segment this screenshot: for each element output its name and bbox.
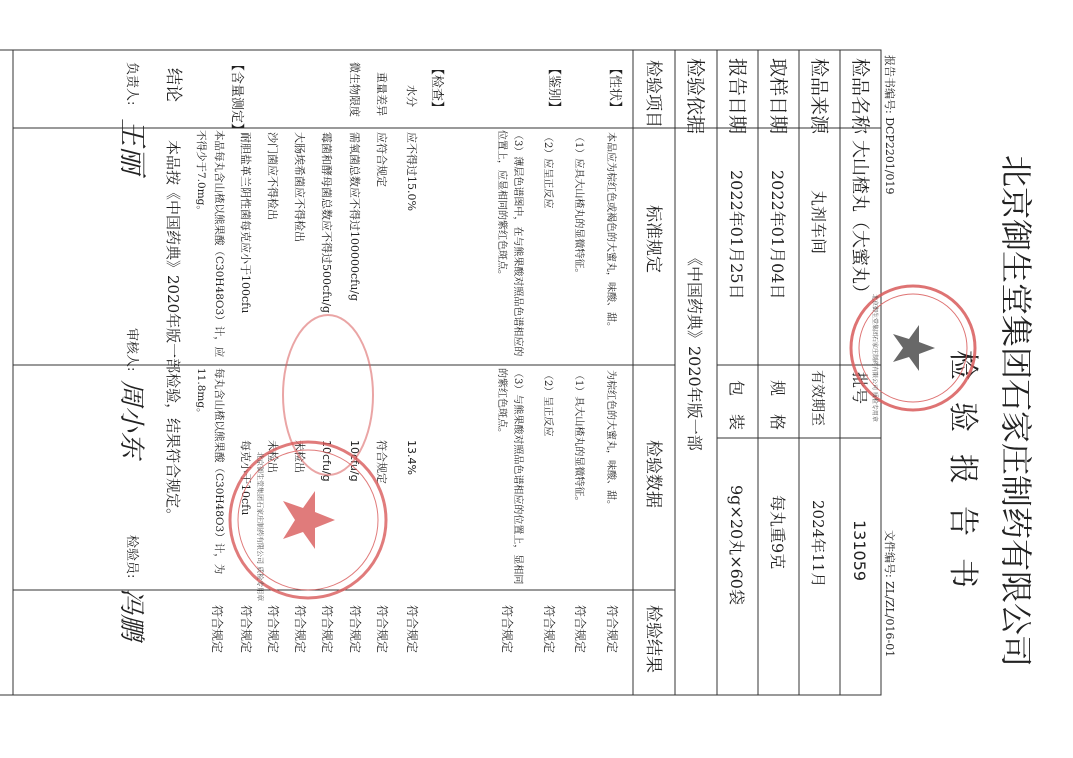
row-1-standard: （1）应具大山楂丸的显微特征。 xyxy=(573,132,584,279)
conclusion-text: 本品按《中国药典》2020年版一部检验，结果符合规定。 xyxy=(164,140,182,524)
responsible-label: 负责人: xyxy=(124,62,139,106)
row-9-standard: 沙门菌应不得检出 xyxy=(266,132,279,220)
package-value: 9g×20丸×60袋 xyxy=(727,485,746,605)
row-0-standard: 本品应为棕红色或褐色的大蜜丸，味酸、甜。 xyxy=(605,132,616,332)
row-0-result: 符合规定 xyxy=(605,605,619,654)
row-4-result: 符合规定 xyxy=(405,605,419,654)
row-10-data: 每克小于10cfu xyxy=(239,440,252,516)
expiry-label: 有效期至 xyxy=(809,370,825,426)
row-5-standard: 应符合规定 xyxy=(375,132,388,187)
header-item: 检验项目 xyxy=(643,60,663,128)
section-character: 【性状】 xyxy=(607,62,622,115)
row-6-standard: 需氧菌总数应不得过100000cfu/g xyxy=(348,132,361,302)
report-title: 检验报告书 xyxy=(945,350,980,610)
sample-date-label: 取样日期 xyxy=(767,58,789,135)
package-label: 包装 xyxy=(727,380,746,449)
section-assay: 【含量测定】 xyxy=(229,58,244,137)
row-4-data: 13.4% xyxy=(405,440,418,475)
report-date: 2022年01月25日 xyxy=(727,170,746,300)
basis-value: 《中国药典》2020年版一部 xyxy=(685,250,704,451)
stamp-top-text: 北京御生堂集团石家庄制药有限公司 质检专用章 xyxy=(871,294,878,422)
row-9-data: 未检出 xyxy=(266,440,279,473)
reviewer-label: 审核人: xyxy=(124,328,139,372)
row-1-data: （1）具大山楂丸的显微特征。 xyxy=(573,370,584,507)
file-number: 文件编号: ZL/ZL/016-01 xyxy=(883,530,896,658)
row-3-data: （3）与熊果酸对照品色谱相应的位置上，显相同的紫红色斑点。 xyxy=(496,368,523,585)
basis-label: 检验依据 xyxy=(684,58,706,135)
sample-date: 2022年01月04日 xyxy=(768,170,787,300)
row-5-item: 重量差异 xyxy=(375,72,388,116)
row-2-standard: （2）应呈正反应 xyxy=(542,132,553,209)
conclusion-label: 结论 xyxy=(163,68,183,102)
inspector-label: 检验员: xyxy=(124,535,139,579)
reviewer-signature: 周小东 xyxy=(116,380,146,459)
row-6-result: 符合规定 xyxy=(348,605,362,654)
row-5-result: 符合规定 xyxy=(375,605,389,654)
row-7-result: 符合规定 xyxy=(320,605,334,654)
batch-number: 131059 xyxy=(850,520,869,582)
product-name: 大山楂丸（大蜜丸） xyxy=(849,140,870,302)
row-0-data: 为棕红色的大蜜丸，味酸、甜。 xyxy=(605,370,616,510)
row-7-standard: 霉菌和酵母菌总数应不得过500cfu/g xyxy=(320,132,333,314)
batch-label: 批号 xyxy=(850,372,869,405)
row-11-data: 每丸含山楂以熊果酸（C30H48O3）计，为11.8mg。 xyxy=(195,368,225,575)
row-1-result: 符合规定 xyxy=(573,605,587,654)
row-8-result: 符合规定 xyxy=(293,605,307,654)
header-result: 检验结果 xyxy=(643,605,663,673)
source-label: 检品来源 xyxy=(808,58,830,135)
company-name: 北京御生堂集团石家庄制药有限公司 xyxy=(997,155,1035,668)
row-3-standard: （3）薄层色谱图中，在与熊果酸对照品色谱相应的位置上，应显相同的紫红色斑点。 xyxy=(496,130,523,357)
spec-value: 每丸重9克 xyxy=(768,495,787,570)
section-identification: 【鉴别】 xyxy=(546,62,561,115)
row-3-result: 符合规定 xyxy=(500,605,514,654)
row-2-data: （2）呈正反应 xyxy=(542,370,553,437)
spec-label: 规格 xyxy=(768,380,787,449)
report-number: 报告书编号: DCP2201/019 xyxy=(883,55,896,195)
row-8-standard: 大肠埃希菌应不得检出 xyxy=(293,132,306,242)
row-11-result: 符合规定 xyxy=(210,605,224,654)
row-2-result: 符合规定 xyxy=(542,605,556,654)
row-8-data: 未检出 xyxy=(293,440,306,473)
row-7-data: 10cfu/g xyxy=(320,440,333,482)
row-11-standard: 本品每丸含山楂以熊果酸（C30H48O3）计，应不得少于7.0mg。 xyxy=(195,130,225,358)
row-6-data: 10cfu/g xyxy=(348,440,361,482)
product-name-label: 检品名称 xyxy=(849,58,871,135)
row-5-data: 符合规定 xyxy=(375,440,388,484)
row-4-standard: 应不得过15.0% xyxy=(405,132,418,211)
responsible-signature: 王丽 xyxy=(116,118,149,175)
source-value: 丸剂车间 xyxy=(809,190,828,255)
stamp-bottom-text: 北京御生堂集团石家庄制药有限公司 质检专用章 xyxy=(256,452,264,602)
report-date-label: 报告日期 xyxy=(726,58,748,135)
row-6-item: 微生物限度 xyxy=(348,62,361,117)
expiry-value: 2024年11月 xyxy=(809,500,827,588)
row-10-standard: 耐胆盐革兰阴性菌每克应小于100cfu xyxy=(239,132,252,314)
header-standard: 标准规定 xyxy=(643,205,663,273)
row-9-result: 符合规定 xyxy=(266,605,280,654)
header-data: 检验数据 xyxy=(643,440,663,508)
row-10-result: 符合规定 xyxy=(239,605,253,654)
inspector-signature: 冯鹏 xyxy=(116,588,146,641)
row-4-item: 水分 xyxy=(405,85,418,107)
section-inspection: 【检查】 xyxy=(429,62,444,115)
